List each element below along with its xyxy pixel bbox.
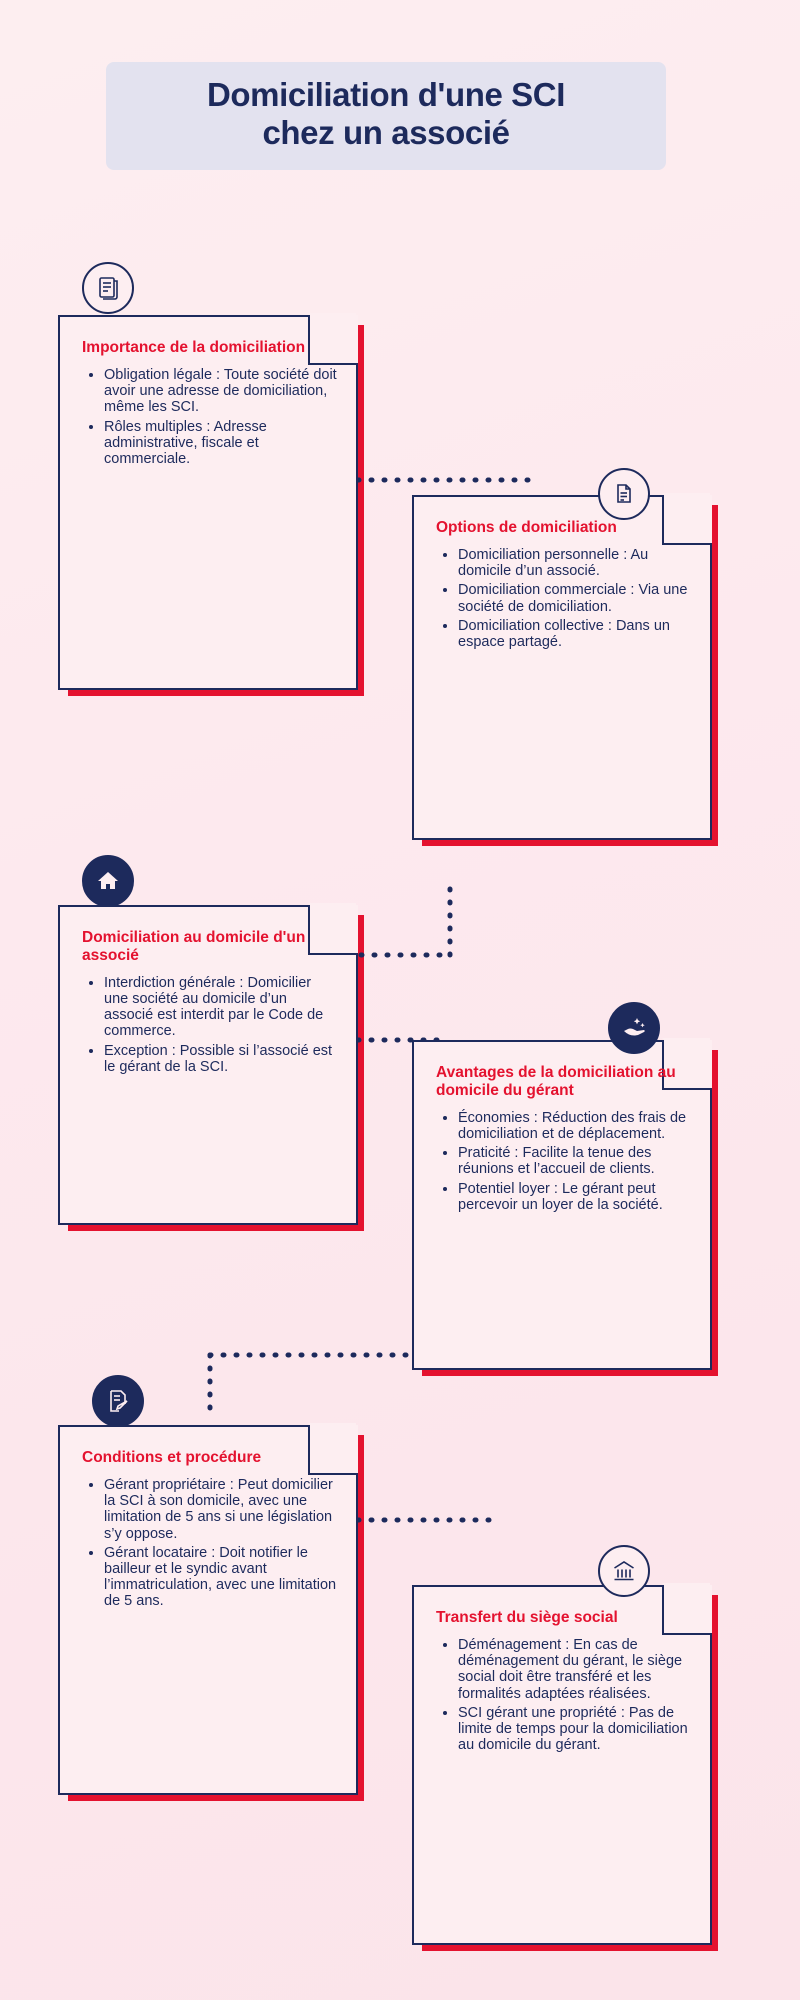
list-item: • Exception : Possible si l’associé est le gérant de la SCI.: [104, 1043, 338, 1075]
card-bullet-list: [82, 1477, 338, 1610]
card-avantages: [412, 1040, 712, 1370]
list-item: • Rôles multiples : Adresse administrative, fiscale et commerciale.: [104, 419, 338, 468]
page-title-line1: Domiciliation d'une SCI: [206, 76, 565, 113]
list-item: • Gérant locataire : Doit notifier le bailleur et le syndic avant l’immatriculation, avec une limitation de 5 ans.: [104, 1545, 338, 1610]
card-heading: Transfert du siège social: [436, 1609, 618, 1626]
connector-4-5: [190, 1340, 450, 1430]
list-item: • Économies : Réduction des frais de domiciliation et de déplacement.: [458, 1110, 692, 1142]
card-heading: Options de domiciliation: [436, 519, 617, 536]
card-bullet-list: [82, 367, 338, 467]
card-heading: Conditions et procédure: [82, 1449, 262, 1466]
card-transfert: [412, 1585, 712, 1945]
list-item: • Gérant propriétaire : Peut domicilier la SCI à son domicile, avec une limitation de 5 ans si une législation s’y oppose.: [104, 1477, 338, 1542]
card-bullet-list: [436, 1637, 692, 1754]
card-importance: [58, 315, 358, 690]
card-bullet-list: [82, 975, 338, 1075]
list-item: • Praticité : Facilite la tenue des réunions et l’accueil de clients.: [458, 1145, 692, 1177]
documents-stack-icon: [598, 468, 650, 520]
list-item: • Potentiel loyer : Le gérant peut percevoir un loyer de la société.: [458, 1181, 692, 1213]
card-heading: Importance de la domiciliation: [82, 339, 306, 356]
card-conditions: [58, 1425, 358, 1795]
list-item: • Domiciliation commerciale : Via une société de domiciliation.: [458, 582, 692, 614]
card-heading: Avantages de la domiciliation au domicile du gérant: [436, 1064, 676, 1099]
list-item: • Domiciliation collective : Dans un espace partagé.: [458, 618, 692, 650]
card-options: [412, 495, 712, 840]
list-item: • Domiciliation personnelle : Au domicile d’un associé.: [458, 547, 692, 579]
bank-building-icon: [598, 1545, 650, 1597]
list-item: • Obligation légale : Toute société doit avoir une adresse de domiciliation, même les SCI.: [104, 367, 338, 416]
card-heading: Domiciliation au domicile d'un associé: [82, 929, 306, 964]
page-title-line2: chez un associé: [262, 113, 510, 151]
list-item: • SCI gérant une propriété : Pas de limite de temps pour la domiciliation au domicile du gérant.: [458, 1705, 692, 1754]
page-title: [106, 62, 666, 170]
document-checklist-icon: [82, 262, 134, 314]
signed-contract-icon: [92, 1375, 144, 1427]
list-item: • Déménagement : En cas de déménagement du gérant, le siège social doit être transféré et les formalités adaptées réalisées.: [458, 1637, 692, 1702]
connector-5-6: [340, 1500, 560, 1540]
card-bullet-list: [436, 1110, 692, 1213]
hand-sparkle-icon: [608, 1002, 660, 1054]
list-item: • Interdiction générale : Domicilier une société au domicile d’un associé est interdit par le Code de commerce.: [104, 975, 338, 1040]
house-icon: [82, 855, 134, 907]
card-bullet-list: [436, 547, 692, 650]
connector-2-3: [330, 880, 560, 960]
card-domicile-associe: [58, 905, 358, 1225]
